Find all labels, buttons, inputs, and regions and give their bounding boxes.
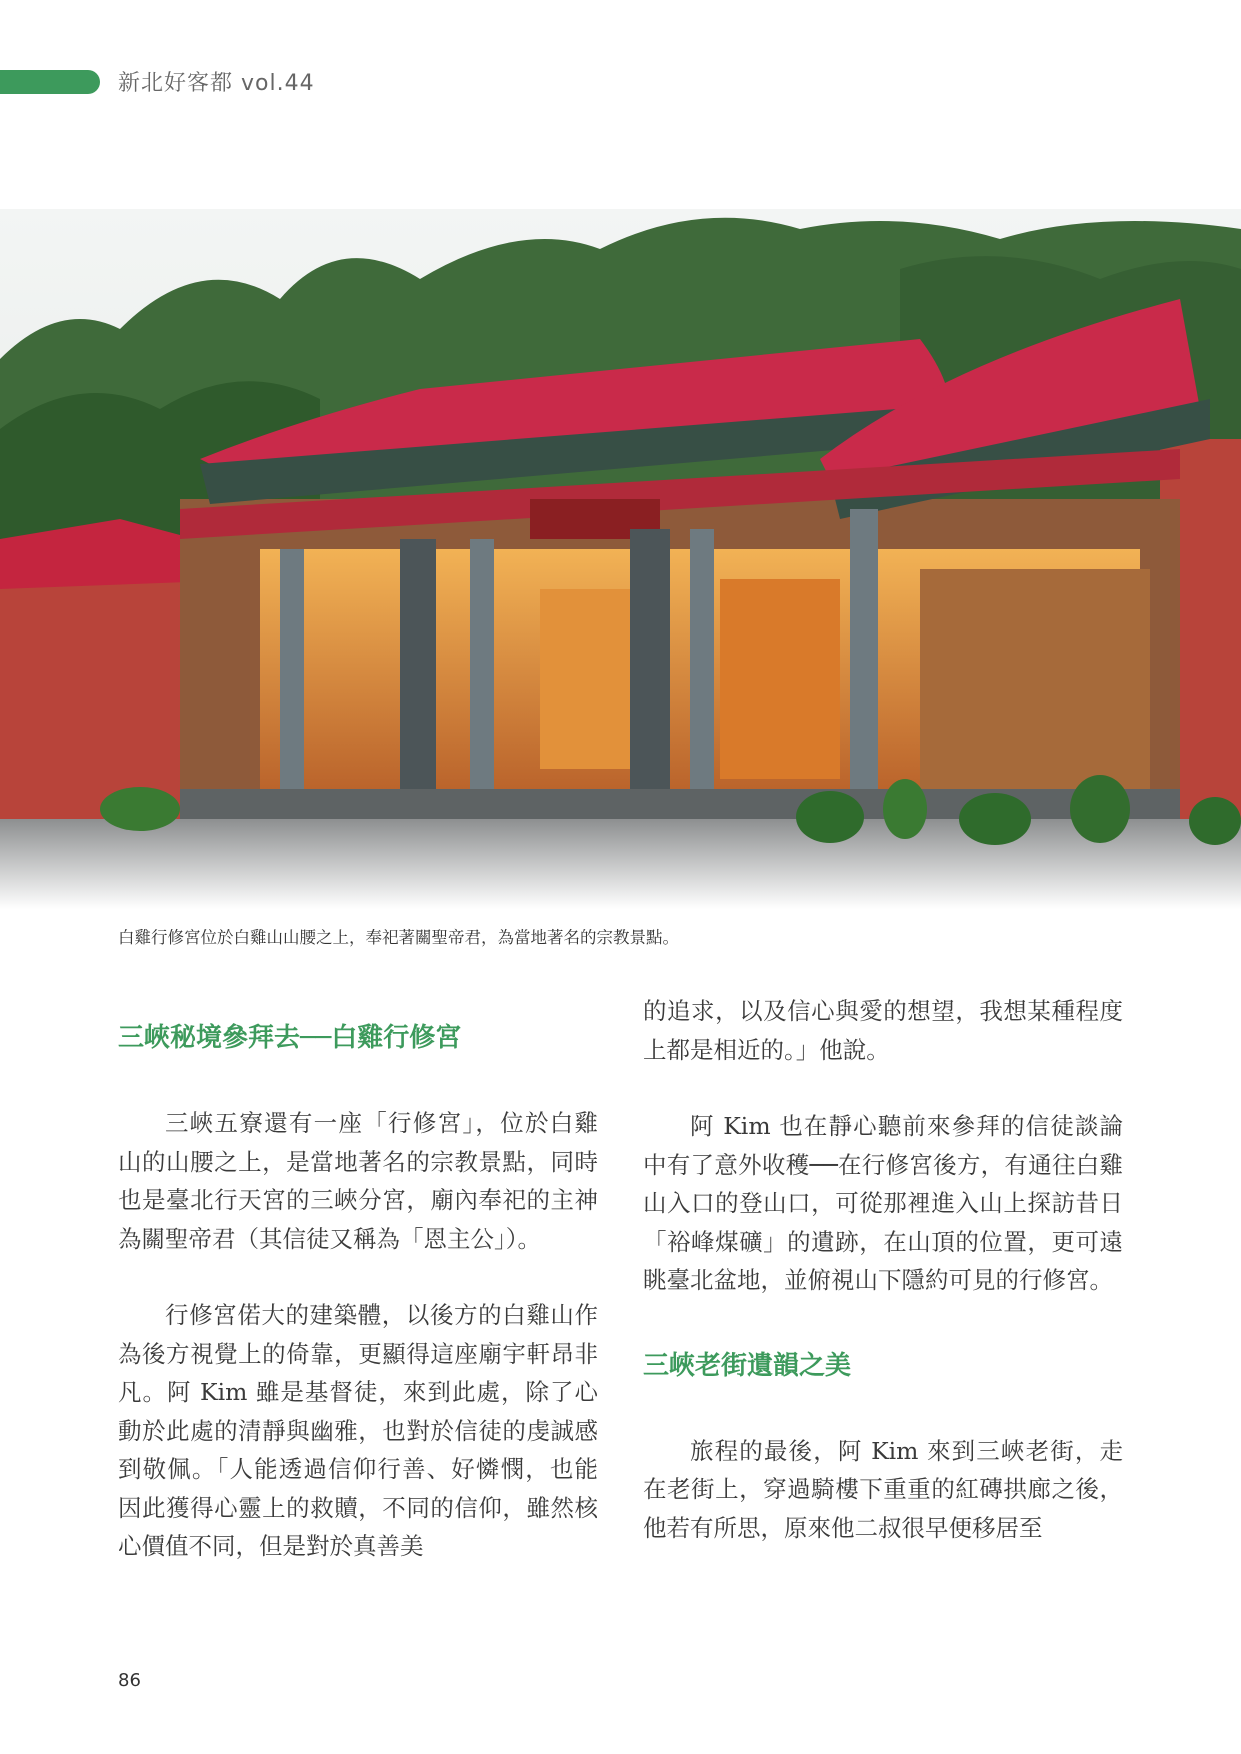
header-accent-bar — [0, 70, 100, 94]
section-heading-temple: 三峽秘境參拜去──白雞行修宮 — [118, 1023, 462, 1053]
paragraph: 行修宮偌大的建築體，以後方的白雞山作為後方視覺上的倚靠，更顯得這座廟宇軒昂非凡。阿 Kim 雖是基督徒，來到此處，除了心動於此處的清靜與幽雅，也對於信徒的虔誠感到敬佩。「人能透過信仰行善、好憐憫，也能因此獲得心靈上的救贖，不同的信仰，雖然核心價值不同，但是對於真善美 — [118, 1301, 598, 1560]
paragraph: 三峽五寮還有一座「行修宮」，位於白雞山的山腰之上，是當地著名的宗教景點，同時也是臺北行天宮的三峽分宮，廟內奉祀的主神為關聖帝君（其信徒又稱為「恩主公」）。 — [118, 1109, 598, 1253]
magazine-title: 新北好客都 vol.44 — [118, 71, 315, 96]
temple-photo — [0, 209, 1241, 909]
section-heading-old-street: 三峽老街遺韻之美 — [643, 1350, 852, 1381]
page-number: 86 — [118, 1670, 141, 1691]
paragraph: 的追求，以及信心與愛的想望，我想某種程度上都是相近的。」他說。 — [643, 997, 1123, 1064]
left-column — [118, 1010, 598, 1566]
paragraph: 旅程的最後，阿 Kim 來到三峽老街，走在老街上，穿過騎樓下重重的紅磚拱廊之後，他若有所思，原來他二叔很早便移居至 — [643, 1436, 1123, 1542]
right-column — [643, 997, 1123, 1547]
photo-caption: 白雞行修宮位於白雞山山腰之上，奉祀著關聖帝君，為當地著名的宗教景點。 — [118, 928, 679, 947]
paragraph: 阿 Kim 也在靜心聽前來參拜的信徒談論中有了意外收穫──在行修宮後方，有通往白雞山入口的登山口，可從那裡進入山上探訪昔日「裕峰煤礦」的遺跡，在山頂的位置，更可遠眺臺北盆地，並俯視山下隱約可見的行修宮。 — [643, 1112, 1123, 1294]
